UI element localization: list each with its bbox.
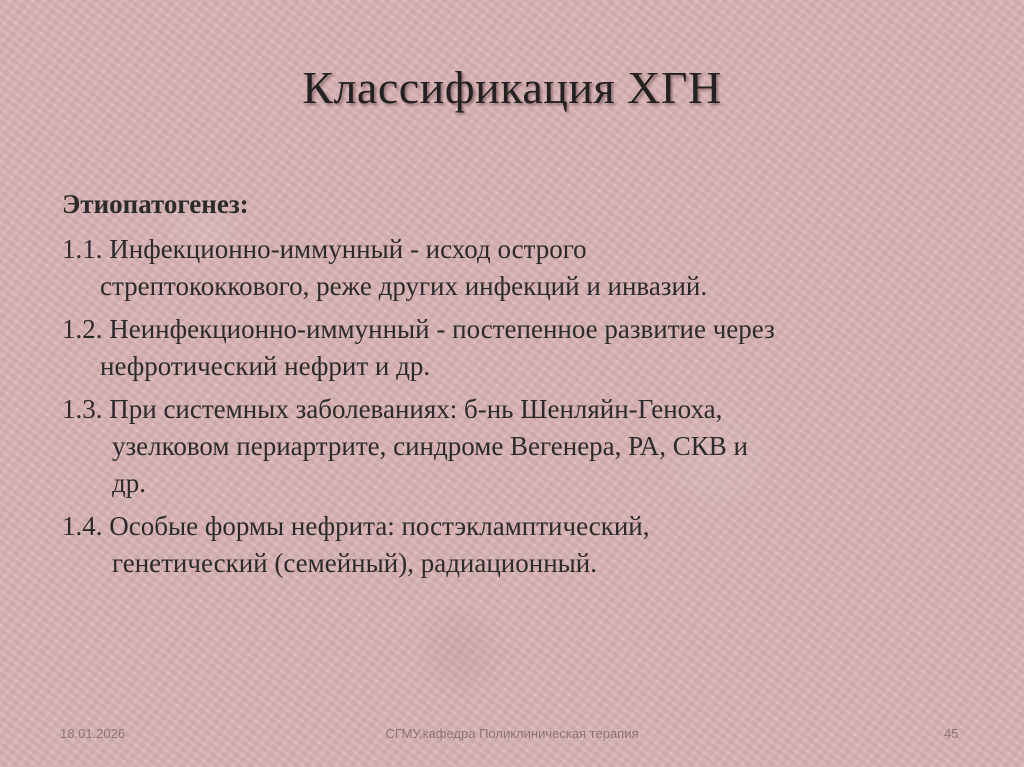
page-number: 45 (944, 726, 959, 741)
item-number: 1.1. (62, 234, 103, 264)
item-line: Неинфекционно-иммунный - постепенное развитие через (109, 314, 775, 344)
item-number: 1.3. (62, 394, 103, 424)
list-item (62, 311, 962, 385)
item-number: 1.2. (62, 314, 103, 344)
item-line-continued: др. (112, 468, 146, 498)
section-heading: Этиопатогенез: (62, 189, 249, 219)
item-line-continued: узелковом периартрите, синдроме Вегенера, РА, СКВ и (112, 431, 748, 461)
item-number: 1.4. (62, 511, 103, 541)
item-line-continued: генетический (семейный), радиационный. (112, 548, 597, 578)
slide-content (62, 186, 962, 588)
list-item (62, 391, 962, 502)
item-line: Инфекционно-иммунный - исход острого (109, 234, 587, 264)
slide-title: Классификация ХГН (302, 62, 722, 113)
item-line-continued: стрептококкового, реже других инфекций и инвазий. (100, 271, 708, 301)
footer-department: СГМУ,кафедра Поликлиническая терапия (385, 726, 639, 741)
item-line: При системных заболеваниях: б-нь Шенляйн-Геноха, (109, 394, 723, 424)
item-line-continued: нефротический нефрит и др. (100, 351, 431, 381)
item-line: Особые формы нефрита: постэкламптический, (109, 511, 650, 541)
footer-date: 18.01.2026 (60, 726, 126, 741)
list-item (62, 508, 962, 582)
list-item (62, 231, 962, 305)
